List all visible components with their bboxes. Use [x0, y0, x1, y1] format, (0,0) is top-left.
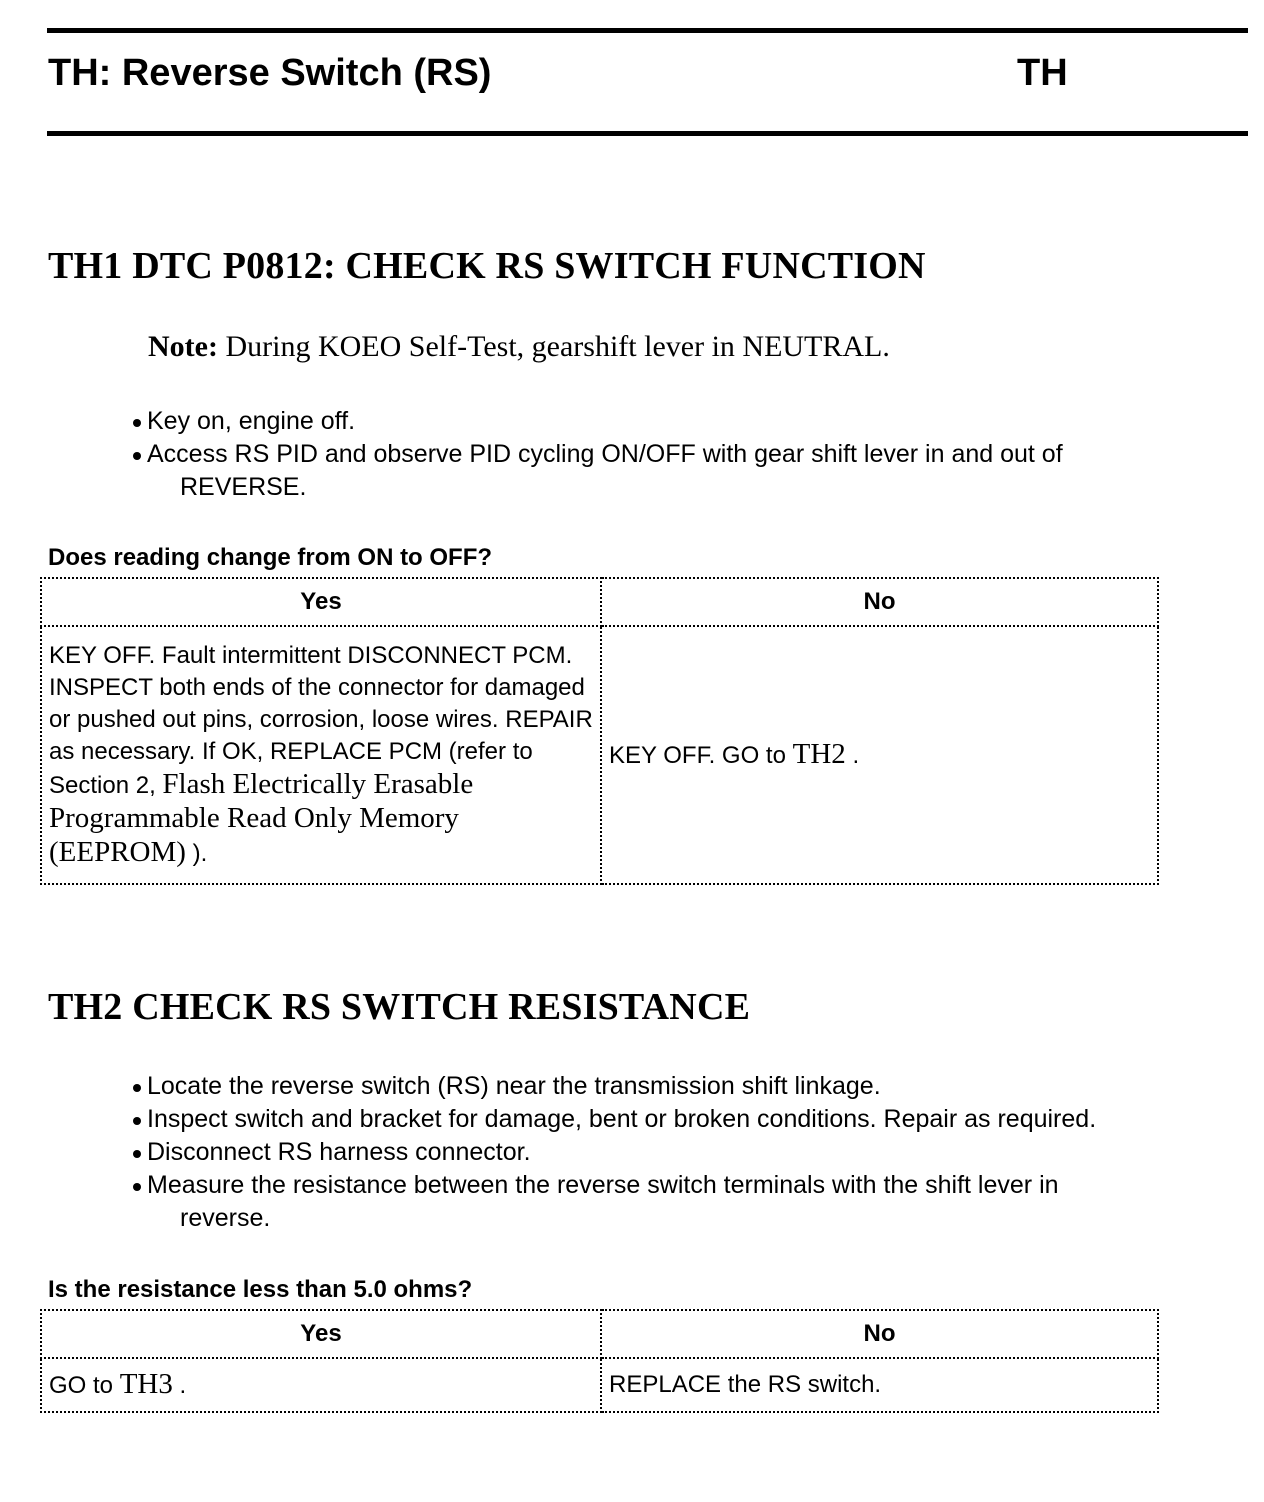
- th2-heading: TH2 CHECK RS SWITCH RESISTANCE: [48, 986, 751, 1028]
- list-item: Measure the resistance between the reverse switch terminals with the shift lever in reverse.: [130, 1169, 1096, 1235]
- bullet-icon: [133, 452, 141, 460]
- list-item: Disconnect RS harness connector.: [130, 1136, 1096, 1169]
- yes-column-header: Yes: [41, 578, 601, 626]
- th2-step-list: [130, 1070, 1096, 1235]
- list-item: Locate the reverse switch (RS) near the transmission shift linkage.: [130, 1070, 1096, 1103]
- th1-no-action: KEY OFF. GO to TH2 .: [601, 626, 1158, 884]
- no-column-header: No: [601, 578, 1158, 626]
- page-title: TH: Reverse Switch (RS): [48, 52, 492, 94]
- th3-link[interactable]: TH3: [119, 1368, 173, 1400]
- bullet-icon: [133, 1150, 141, 1158]
- list-item: Access RS PID and observe PID cycling ON/OFF with gear shift lever in and out of REVERSE.: [130, 438, 1063, 504]
- bullet-icon: [133, 419, 141, 427]
- bullet-icon: [133, 1183, 141, 1191]
- th1-step-list: [130, 405, 1063, 504]
- header-bottom-rule: [47, 131, 1248, 136]
- th2-no-action: REPLACE the RS switch.: [601, 1358, 1158, 1412]
- note-text: During KOEO Self-Test, gearshift lever in NEUTRAL.: [225, 330, 890, 363]
- th2-decision-table: [40, 1309, 1159, 1413]
- no-column-header: No: [601, 1310, 1158, 1358]
- th1-yes-action: KEY OFF. Fault intermittent DISCONNECT PCM. INSPECT both ends of the connector for damaged or pushed out pins, corrosion, loose wires. REPAIR as necessary. If OK, REPLACE PCM (refer to Section 2, Flash Electrically Erasable Programmable Read Only Memory (EEPROM) ).: [41, 626, 601, 884]
- th1-question: Does reading change from ON to OFF?: [48, 544, 493, 571]
- th2-link[interactable]: TH2: [792, 738, 846, 770]
- th1-decision-table: [40, 577, 1159, 885]
- top-rule: [47, 28, 1248, 33]
- bullet-icon: [133, 1117, 141, 1125]
- eeprom-reference-link[interactable]: Flash Electrically Erasable Programmable Read Only Memory (EEPROM): [49, 768, 474, 868]
- list-item: Inspect switch and bracket for damage, bent or broken conditions. Repair as required.: [130, 1103, 1096, 1136]
- section-tag: TH: [1017, 52, 1068, 94]
- th2-question: Is the resistance less than 5.0 ohms?: [48, 1276, 473, 1303]
- th2-yes-action: GO to TH3 .: [41, 1358, 601, 1412]
- th1-heading: TH1 DTC P0812: CHECK RS SWITCH FUNCTION: [48, 245, 926, 287]
- yes-column-header: Yes: [41, 1310, 601, 1358]
- bullet-icon: [133, 1084, 141, 1092]
- note-label: Note:: [148, 330, 218, 363]
- list-item: Key on, engine off.: [130, 405, 1063, 438]
- th1-note: [148, 330, 890, 364]
